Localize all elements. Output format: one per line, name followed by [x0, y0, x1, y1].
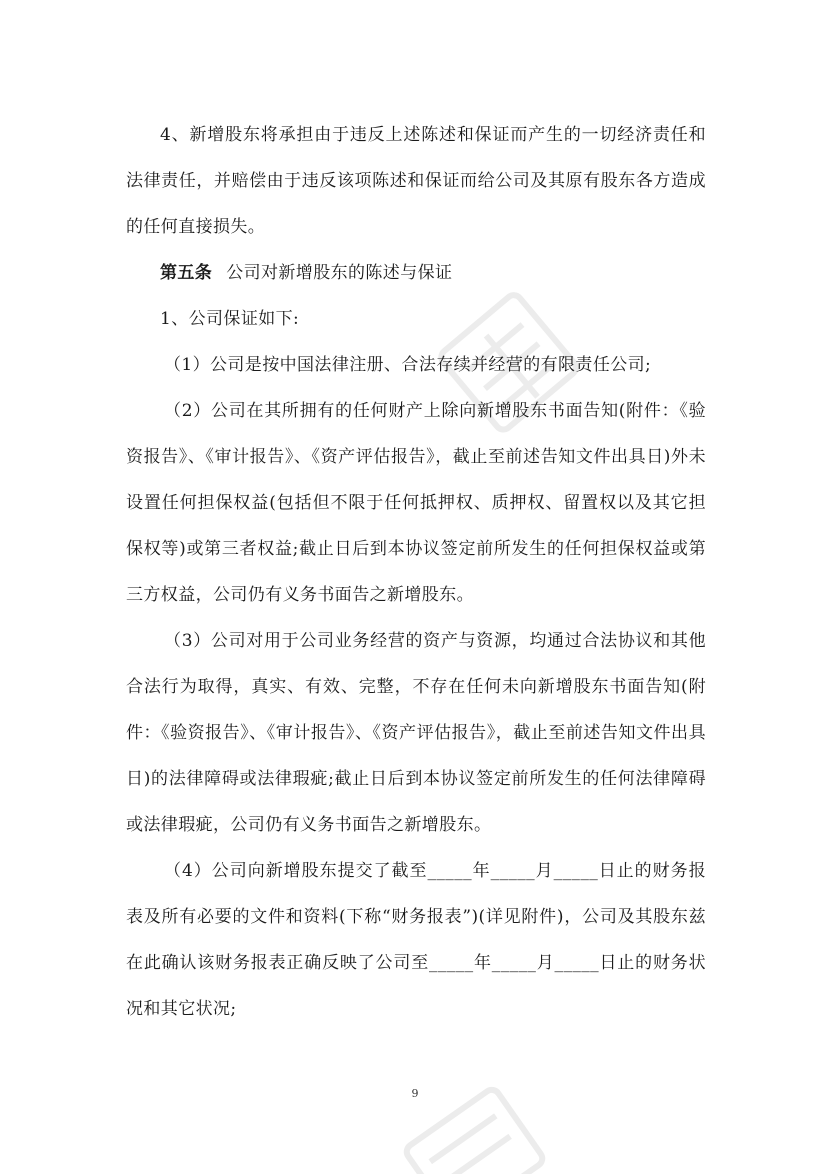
paragraph-clause-1: （1）公司是按中国法律注册、合法存续并经营的有限责任公司; — [164, 355, 652, 375]
article-title: 公司对新增股东的陈述与保证 — [226, 263, 453, 283]
page-number: 9 — [411, 1087, 419, 1100]
document-body — [126, 112, 706, 1032]
paragraph-clause-2: （2）公司在其所拥有的任何财产上除向新增股东书面告知(附件：《验资报告》、《审计报告》、《资产评估报告》，截止至前述告知文件出具日)外未设置任何担保权益(包括但不限于任何抵押权、质押权、留置权以及其它担保权等)或第三者权益;截止日后到本协议签定前所发生的任何担保权益或第三方权益，公司仍有义务书面告之新增股东。 — [126, 401, 706, 605]
paragraph-clause-4: （4）公司向新增股东提交了截至_____年_____月_____日止的财务报表及所有必要的文件和资料(下称“财务报表”)(详见附件)，公司及其股东兹在此确认该财务报表正确反映了公司至_____年_____月_____日止的财务状况和其它状况; — [126, 861, 706, 1019]
paragraph-4-liability: 4、新增股东将承担由于违反上述陈述和保证而产生的一切经济责任和法律责任，并赔偿由于违反该项陈述和保证而给公司及其原有股东各方造成的任何直接损失。 — [126, 125, 706, 237]
paragraph-clause-3: （3）公司对用于公司业务经营的资产与资源，均通过合法协议和其他合法行为取得，真实、有效、完整，不存在任何未向新增股东书面告知(附件：《验资报告》、《审计报告》、《资产评估报告》，截止至前述告知文件出具日)的法律障碍或法律瑕疵;截止日后到本协议签定前所发生的任何法律障碍或法律瑕疵，公司仍有义务书面告之新增股东。 — [126, 631, 706, 835]
article-heading — [126, 250, 706, 296]
paragraph-company-guarantees: 1、公司保证如下: — [160, 309, 300, 329]
article-number: 第五条 — [160, 263, 213, 283]
